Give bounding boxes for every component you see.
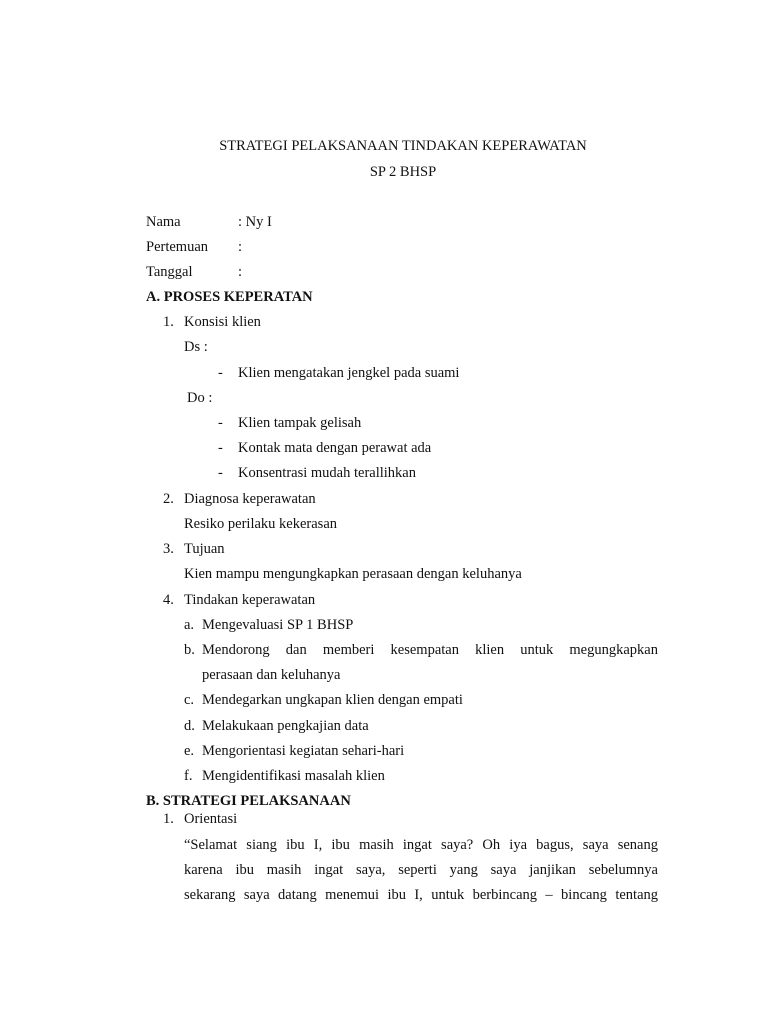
field-value-nama: : Ny I <box>238 214 272 230</box>
field-label-pertemuan: Pertemuan <box>146 239 209 255</box>
ds-label: Ds : <box>184 339 208 355</box>
field-label-tanggal: Tanggal <box>146 264 193 280</box>
document-title: STRATEGI PELAKSANAAN TINDAKAN KEPERAWATAN <box>219 138 587 154</box>
subitem-text: Mengevaluasi SP 1 BHSP <box>202 617 354 633</box>
item-number: 4. <box>163 592 174 608</box>
field-label-nama: Nama <box>146 214 181 230</box>
item-number: 1. <box>163 314 174 330</box>
do-label: Do : <box>187 390 213 406</box>
document-subtitle: SP 2 BHSP <box>369 164 437 180</box>
subitem-text: Melakukaan pengkajian data <box>202 718 369 734</box>
orientasi-paragraph-line: “Selamat siang ibu I, ibu masih ingat saya? Oh iya bagus, saya senang <box>184 837 658 853</box>
subitem-letter: c. <box>184 692 195 708</box>
do-item: Klien tampak gelisah <box>238 415 362 431</box>
ds-item: Klien mengatakan jengkel pada suami <box>238 365 460 381</box>
item-number: 1. <box>163 811 174 827</box>
subitem-text: Mendorong dan memberi kesempatan klien untuk megungkapkan <box>202 642 658 658</box>
field-value-pertemuan: : <box>238 239 243 255</box>
do-item: Konsentrasi mudah terallihkan <box>238 465 416 481</box>
orientasi-paragraph-line: karena ibu masih ingat saya, seperti yang saya janjikan sebelumnya <box>184 862 658 878</box>
section-b-heading: B. STRATEGI PELAKSANAAN <box>146 793 351 809</box>
subitem-text-continued: perasaan dan keluhanya <box>202 667 341 683</box>
orientasi-paragraph-line: sekarang saya datang menemui ibu I, untuk berbincang – bincang tentang <box>184 887 658 903</box>
subitem-text: Mengorientasi kegiatan sehari-hari <box>202 743 405 759</box>
do-item: Kontak mata dengan perawat ada <box>238 440 432 456</box>
subitem-letter: b. <box>184 642 195 658</box>
dash-bullet: - <box>218 415 223 431</box>
item-label-tujuan: Tujuan <box>184 541 225 557</box>
subitem-text: Mendegarkan ungkapan klien dengan empati <box>202 692 463 708</box>
dash-bullet: - <box>218 465 223 481</box>
tujuan-text: Kien mampu mengungkapkan perasaan dengan keluhanya <box>184 566 522 582</box>
item-number: 3. <box>163 541 174 557</box>
subitem-text: Mengidentifikasi masalah klien <box>202 768 385 784</box>
item-label-tindakan: Tindakan keperawatan <box>184 592 316 608</box>
subitem-letter: f. <box>184 768 193 784</box>
subitem-letter: a. <box>184 617 195 633</box>
item-label-kondisi-klien: Konsisi klien <box>184 314 261 330</box>
diagnosa-text: Resiko perilaku kekerasan <box>184 516 338 532</box>
field-value-tanggal: : <box>238 264 243 280</box>
dash-bullet: - <box>218 365 223 381</box>
section-a-heading: A. PROSES KEPERATAN <box>146 289 313 305</box>
dash-bullet: - <box>218 440 223 456</box>
item-number: 2. <box>163 491 174 507</box>
item-label-diagnosa: Diagnosa keperawatan <box>184 491 316 507</box>
subitem-letter: e. <box>184 743 195 759</box>
subitem-letter: d. <box>184 718 195 734</box>
item-label-orientasi: Orientasi <box>184 811 238 827</box>
